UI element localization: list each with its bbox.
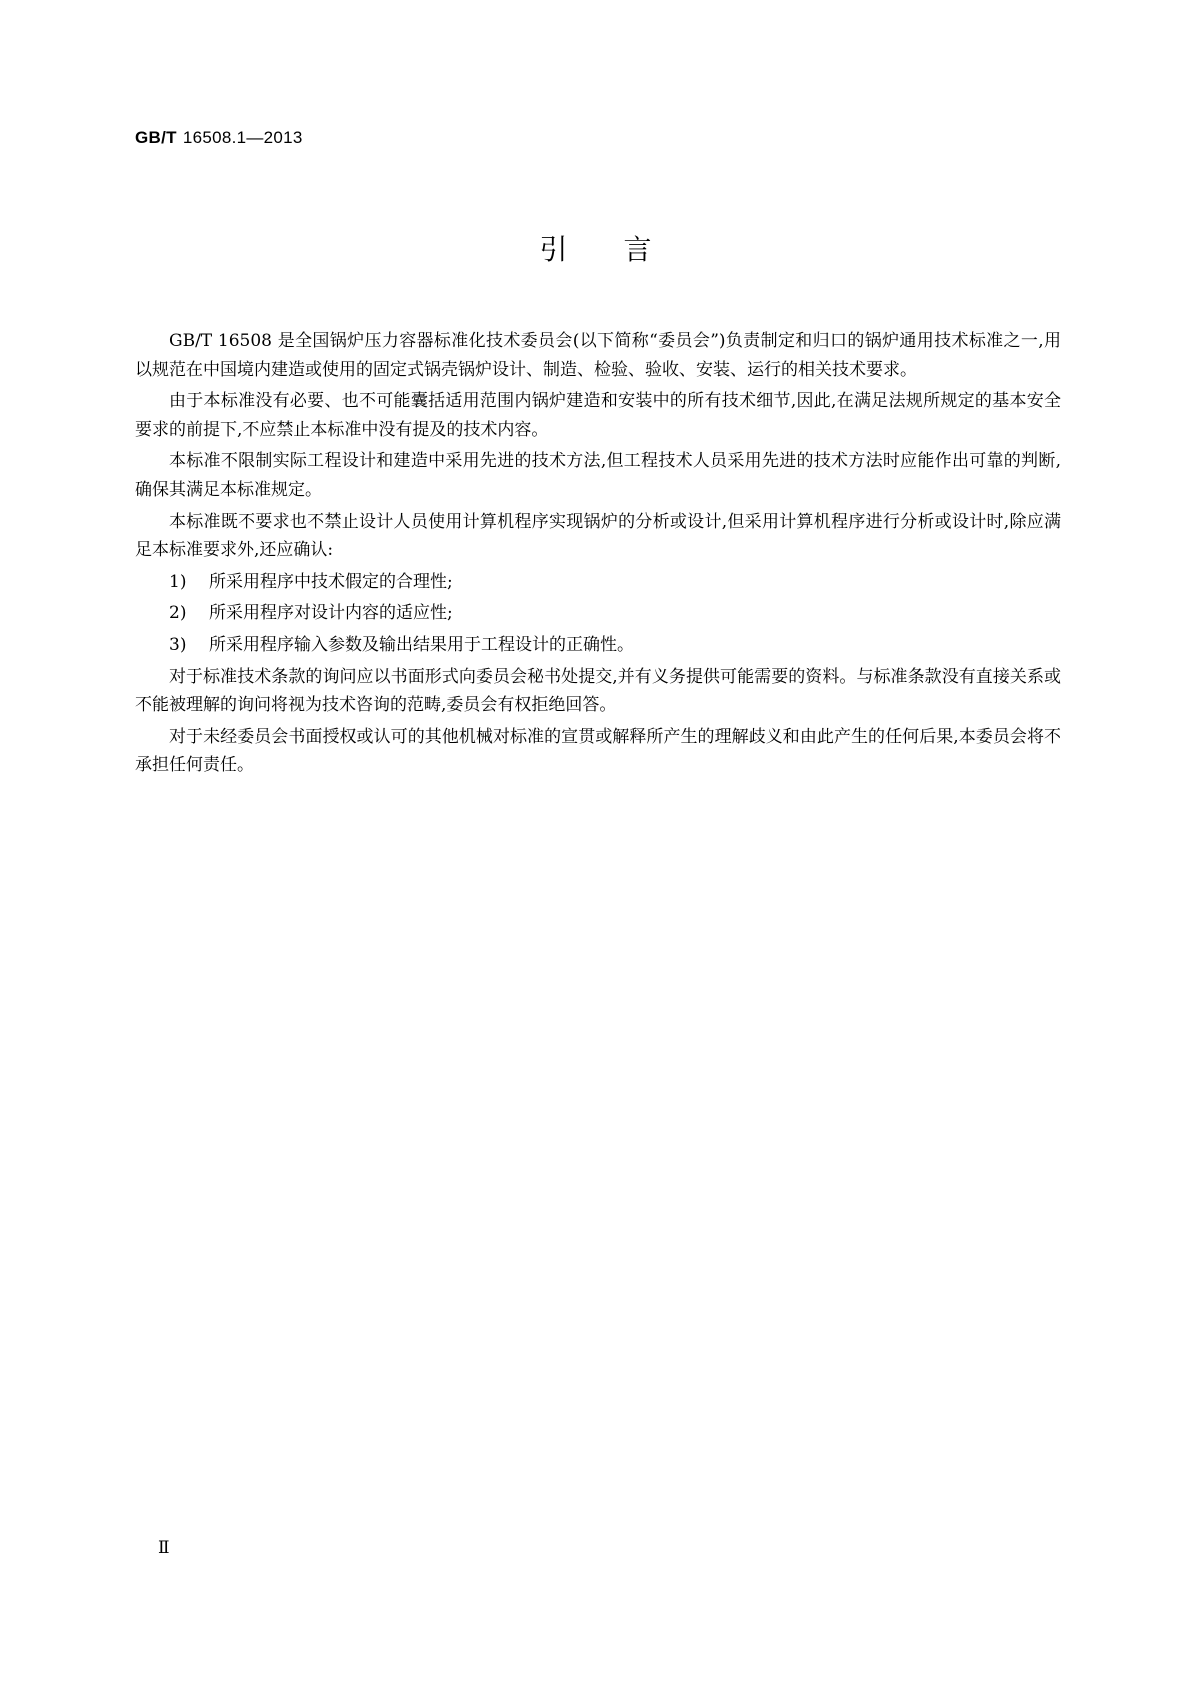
list-item bbox=[135, 631, 1061, 660]
document-body bbox=[135, 327, 1061, 783]
list-item-number: 1) bbox=[169, 571, 187, 592]
list-item bbox=[135, 568, 1061, 597]
list-item-text: 所采用程序中技术假定的合理性; bbox=[209, 571, 453, 592]
page-title: 引言 bbox=[539, 233, 708, 266]
list-item-text: 所采用程序输入参数及输出结果用于工程设计的正确性。 bbox=[209, 634, 634, 655]
list-item bbox=[135, 599, 1061, 628]
list-item-text: 所采用程序对设计内容的适应性; bbox=[209, 603, 453, 624]
paragraph: GB/T 16508 是全国锅炉压力容器标准化技术委员会(以下简称“委员会”)负责制定和归口的锅炉通用技术标准之一,用以规范在中国境内建造或使用的固定式锅壳锅炉设计、制造、检验、验收、安装、运行的相关技术要求。 bbox=[135, 331, 1061, 380]
standard-number: 16508.1—2013 bbox=[182, 128, 303, 147]
standard-code bbox=[135, 128, 303, 148]
paragraph: 由于本标准没有必要、也不可能囊括适用范围内锅炉建造和安装中的所有技术细节,因此,在满足法规所规定的基本安全要求的前提下,不应禁止本标准中没有提及的技术内容。 bbox=[135, 391, 1061, 440]
paragraph: 对于标准技术条款的询问应以书面形式向委员会秘书处提交,并有义务提供可能需要的资料。与标准条款没有直接关系或不能被理解的询问将视为技术咨询的范畴,委员会有权拒绝回答。 bbox=[135, 666, 1061, 716]
paragraph: 对于未经委员会书面授权或认可的其他机械对标准的宣贯或解释所产生的理解歧义和由此产生的任何后果,本委员会将不承担任何责任。 bbox=[135, 726, 1061, 776]
paragraph: 本标准不限制实际工程设计和建造中采用先进的技术方法,但工程技术人员采用先进的技术方法时应能作出可靠的判断,确保其满足本标准规定。 bbox=[135, 451, 1061, 500]
standard-prefix: GB/T bbox=[135, 128, 177, 147]
paragraph: 本标准既不要求也不禁止设计人员使用计算机程序实现锅炉的分析或设计,但采用计算机程序进行分析或设计时,除应满足本标准要求外,还应确认: bbox=[135, 511, 1061, 561]
list-item-number: 2) bbox=[169, 603, 187, 624]
page-number: Ⅱ bbox=[158, 1538, 170, 1557]
list-item-number: 3) bbox=[169, 634, 187, 655]
